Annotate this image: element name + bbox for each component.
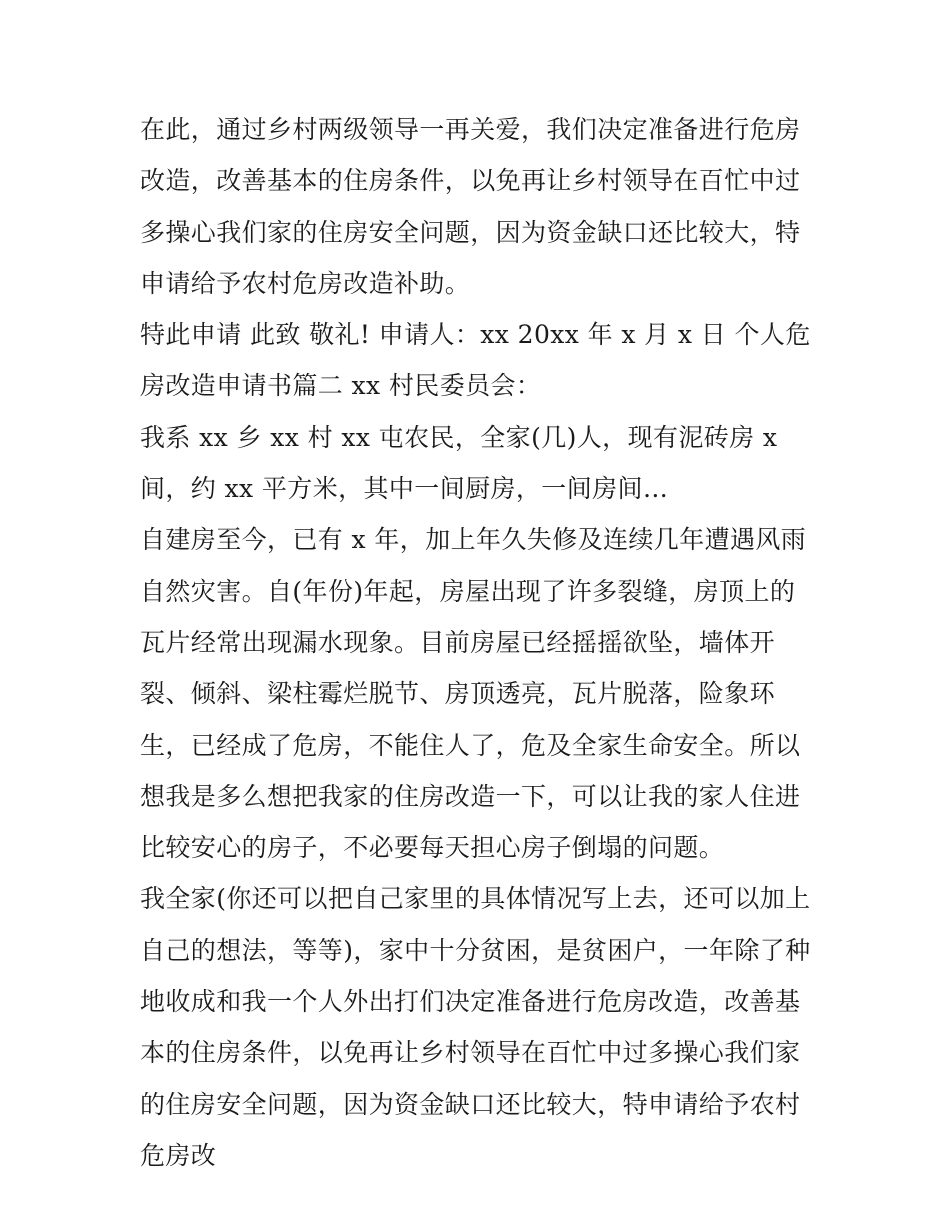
- paragraph-4: 自建房至今，已有 x 年，加上年久失修及连续几年遭遇风雨自然灾害。自(年份)年起，房屋出现了许多裂缝，房顶上的瓦片经常出现漏水现象。目前房屋已经摇摇欲坠，墙体开裂、倾斜、梁柱霉烂脱节、房顶透亮，瓦片脱落，险象环生，已经成了危房，不能住人了，危及全家生命安全。所以想我是多么想把我家的住房改造一下，可以让我的家人住进比较安心的房子，不必要每天担心房子倒塌的问题。: [140, 525, 807, 863]
- paragraph-5: 我全家(你还可以把自己家里的具体情况写上去，还可以加上自己的想法，等等)，家中十分贫困，是贫困户，一年除了种地收成和我一个人外出打们决定准备进行危房改造，改善基本的住房条件，以免再让乡村领导在百忙中过多操心我们家的住房安全问题，因为资金缺口还比较大，特申请给予农村危房改: [140, 884, 811, 1170]
- document-body: [140, 104, 820, 1181]
- paragraph-2: 特此申请 此致 敬礼! 申请人：xx 20xx 年 x 月 x 日 个人危房改造申请书篇二 xx 村民委员会：: [140, 320, 811, 401]
- paragraph-3: 我系 xx 乡 xx 村 xx 屯农民，全家(几)人，现有泥砖房 x 间，约 xx 平方米，其中一间厨房，一间房间…: [140, 422, 778, 504]
- paragraph-1: 在此，通过乡村两级领导一再关爱，我们决定准备进行危房改造，改善基本的住房条件，以免再让乡村领导在百忙中过多操心我们家的住房安全问题，因为资金缺口还比较大，特申请给予农村危房改造补助。: [140, 115, 801, 298]
